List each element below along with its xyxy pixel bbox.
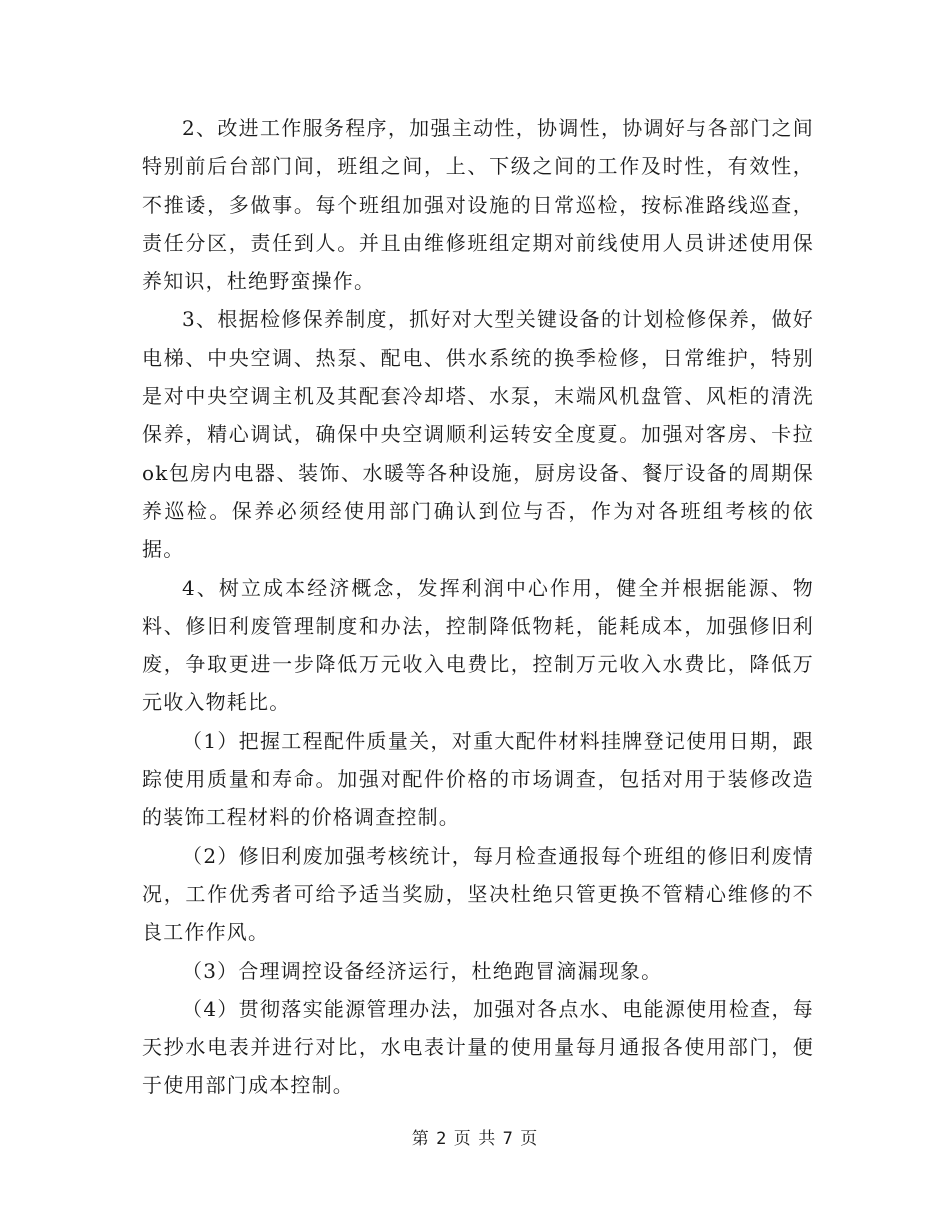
document-body — [142, 109, 814, 1105]
paragraph-subitem-2: （2）修旧利废加强考核统计，每月检查通报每个班组的修旧利废情况，工作优秀者可给予适当奖励，坚决杜绝只管更换不管精心维修的不良工作作风。 — [142, 843, 814, 945]
page-footer — [0, 1124, 950, 1149]
footer-middle: 页 共 — [453, 1129, 497, 1149]
footer-total-pages: 7 — [502, 1129, 514, 1149]
paragraph-item-2: 2、改进工作服务程序，加强主动性，协调性，协调好与各部门之间特别前后台部门间，班组之间，上、下级之间的工作及时性，有效性，不推诿，多做事。每个班组加强对设施的日常巡检，按标准路线巡查，责任分区，责任到人。并且由维修班组定期对前线使用人员讲述使用保养知识，杜绝野蛮操作。 — [142, 116, 814, 294]
footer-suffix: 页 — [520, 1129, 539, 1149]
paragraph-item-4: 4、树立成本经济概念，发挥利润中心作用，健全并根据能源、物料、修旧利废管理制度和办法，控制降低物耗，能耗成本，加强修旧利废，争取更进一步降低万元收入电费比，控制万元收入水费比，降低万元收入物耗比。 — [142, 575, 814, 715]
paragraph-subitem-4: （4）贯彻落实能源管理办法，加强对各点水、电能源使用检查，每天抄水电表并进行对比，水电表计量的使用量每月通报各使用部门，便于使用部门成本控制。 — [142, 996, 814, 1098]
paragraph-item-3: 3、根据检修保养制度，抓好对大型关键设备的计划检修保养，做好电梯、中央空调、热泵、配电、供水系统的换季检修，日常维护，特别是对中央空调主机及其配套冷却塔、水泵，末端风机盘管、风柜的清洗保养，精心调试，确保中央空调顺利运转安全度夏。加强对客房、卡拉ok包房内电器、装饰、水暖等各种设施，厨房设备、餐厅设备的周期保养巡检。保养必须经使用部门确认到位与否，作为对各班组考核的依据。 — [142, 307, 814, 562]
paragraph-subitem-1: （1）把握工程配件质量关，对重大配件材料挂牌登记使用日期，跟踪使用质量和寿命。加强对配件价格的市场调查，包括对用于装修改造的装饰工程材料的价格调查控制。 — [142, 728, 814, 830]
footer-prefix: 第 — [411, 1129, 430, 1149]
footer-current-page: 2 — [436, 1129, 448, 1149]
paragraph-subitem-3: （3）合理调控设备经济运行，杜绝跑冒滴漏现象。 — [182, 958, 663, 983]
